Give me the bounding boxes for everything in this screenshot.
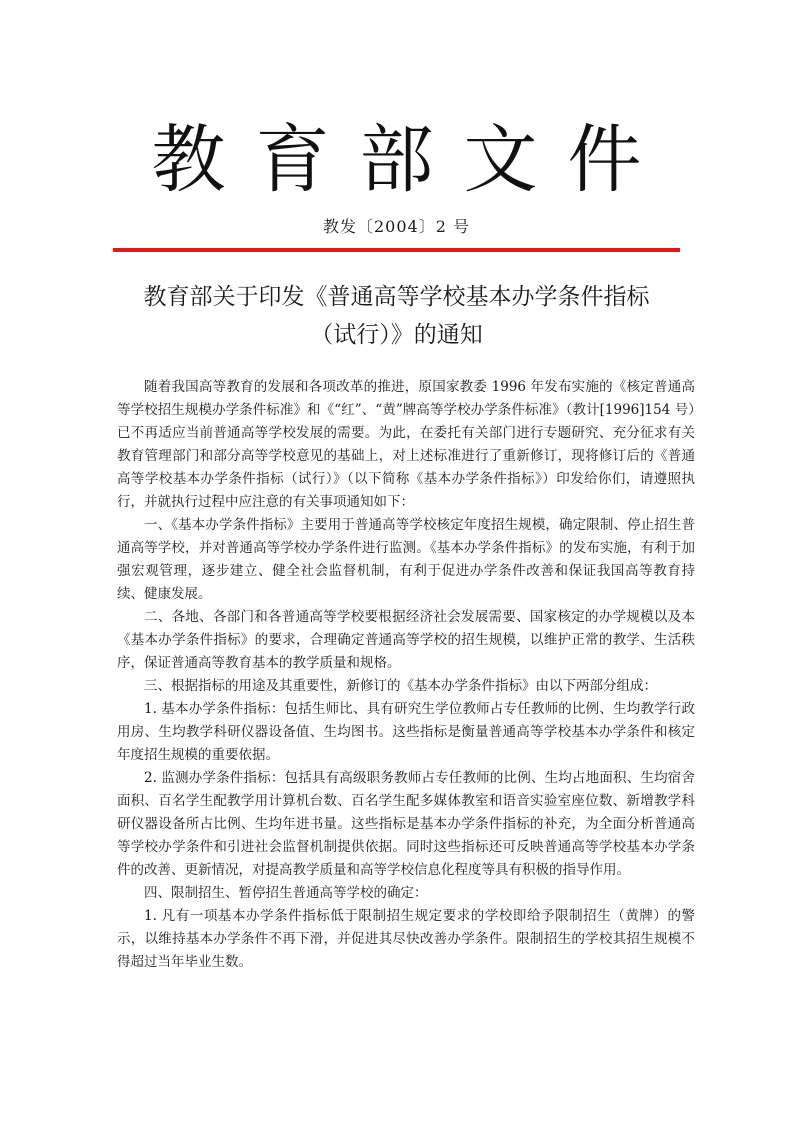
body-paragraph-section-3-item-1: 1. 基本办学条件指标：包括生师比、具有研究生学位教师占专任教师的比例、生均教学行政用房、生均教学科研仪器设备值、生均图书。这些指标是衡量普通高等学校基本办学条件和核定年度招生规模的重要依据。 — [117, 701, 695, 763]
document-number: 教发〔2004〕2 号 — [323, 217, 470, 236]
document-title — [60, 278, 733, 354]
body-paragraph-section-4: 四、限制招生、暂停招生普通高等学校的确定： — [144, 885, 428, 901]
body-paragraph-section-2: 二、各地、各部门和各普通高等学校要根据经济社会发展需要、国家核定的办学规模以及本《基本办学条件指标》的要求，合理确定普通高等学校的招生规模，以维护正常的教学、生活秩序，保证普通高等教育基本的教学质量和规格。 — [117, 609, 695, 671]
body-paragraph-section-4-item-1: 1. 凡有一项基本办学条件指标低于限制招生规定要求的学校即给予限制招生（黄牌）的警示，以维持基本办学条件不再下滑，并促进其尽快改善办学条件。限制招生的学校其招生规模不得超过当年毕业生数。 — [117, 908, 695, 970]
document-title-line-2: （试行）》的通知 — [310, 322, 483, 348]
document-body — [117, 376, 695, 974]
body-paragraph-section-3-item-2: 2. 监测办学条件指标：包括具有高级职务教师占专任教师的比例、生均占地面积、生均宿舍面积、百名学生配教学用计算机台数、百名学生配多媒体教室和语音实验室座位数、新增教学科研仪器设备所占比例、生均年进书量。这些指标是基本办学条件指标的补充，为全面分析普通高等学校办学条件和引进社会监督机制提供依据。同时这些指标还可反映普通高等学校基本办学条件的改善、更新情况，对提高教学质量和高等学校信息化程度等具有积极的指导作用。 — [117, 770, 695, 878]
red-divider-line — [113, 248, 680, 252]
body-paragraph-section-3: 三、根据指标的用途及其重要性，新修订的《基本办学条件指标》由以下两部分组成： — [144, 678, 657, 694]
document-title-line-1: 教育部关于印发《普通高等学校基本办学条件指标 — [143, 284, 650, 310]
body-paragraph-section-1: 一、《基本办学条件指标》主要用于普通高等学校核定年度招生规模，确定限制、停止招生普通高等学校，并对普通高等学校办学条件进行监测。《基本办学条件指标》的发布实施，有利于加强宏观管理，逐步建立、健全社会监督机制，有利于促进办学条件改善和保证我国高等教育持续、健康发展。 — [117, 517, 695, 602]
masthead-title: 教育部文件 — [151, 117, 672, 203]
body-paragraph-intro: 随着我国高等教育的发展和各项改革的推进，原国家教委 1996 年发布实施的《核定普通高等学校招生规模办学条件标准》和《“红”、“黄”牌高等学校办学条件标准》（教计[1996]154 号）已不再适应当前普通高等学校发展的需要。为此，在委托有关部门进行专题研究、充分征求有关教育管理部门和部分高等学校意见的基础上，对上述标准进行了重新修订，现将修订后的《普通高等学校基本办学条件指标（试行）》（以下简称《基本办学条件指标》）印发给你们，请遵照执行，并就执行过程中应注意的有关事项通知如下： — [117, 379, 695, 510]
